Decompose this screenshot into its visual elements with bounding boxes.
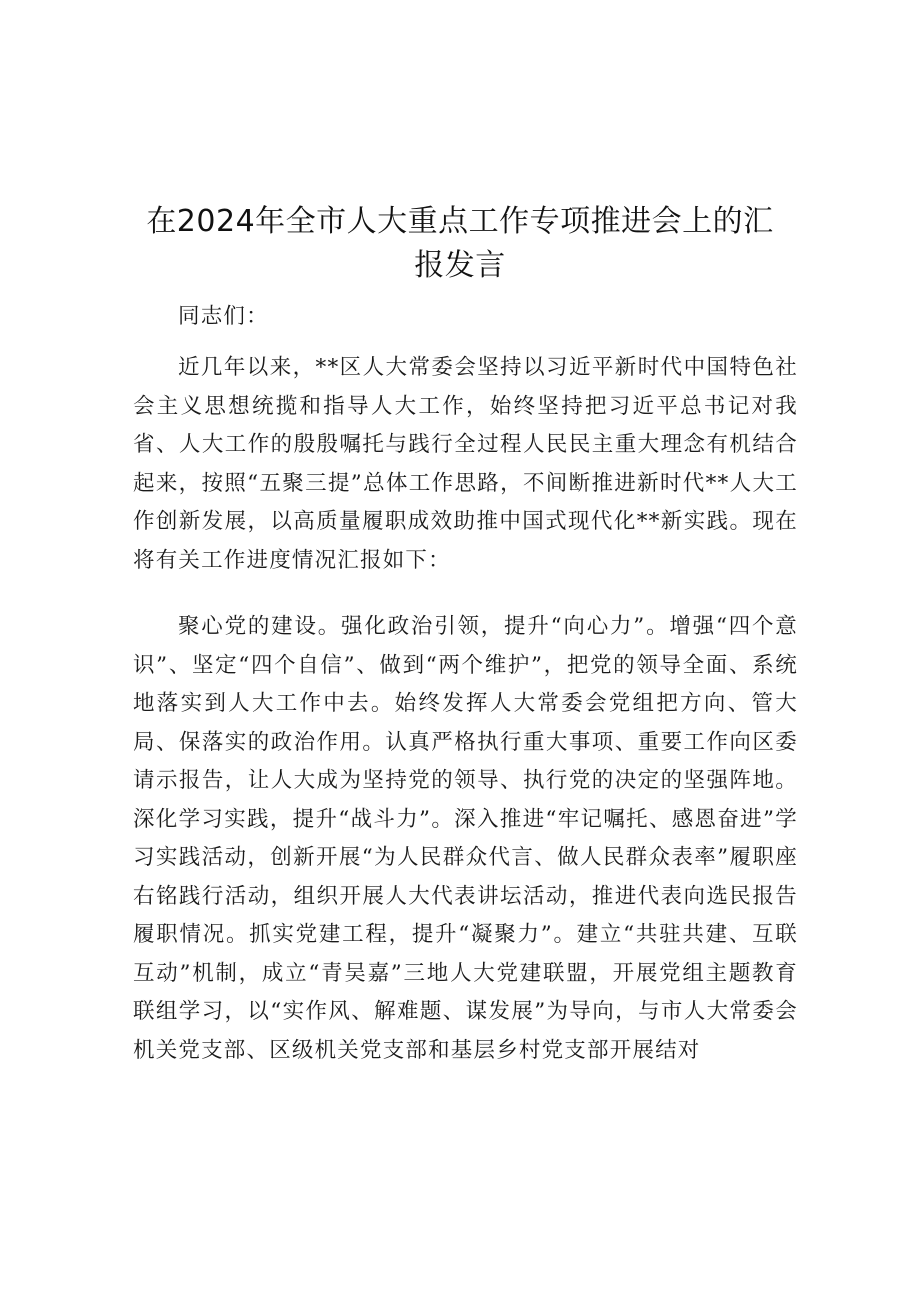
paragraph-intro: 近几年以来，**区人大常委会坚持以习近平新时代中国特色社会主义思想统揽和指导人大工作，始终坚持把习近平总书记对我省、人大工作的殷殷嘱托与践行全过程人民民主重大理念有机结合起来，按照“五聚三提”总体工作思路，不间断推进新时代**人大工作创新发展，以高质量履职成效助推中国式现代化**新实践。现在将有关工作进度情况汇报如下： bbox=[133, 355, 798, 573]
paragraph-party-building: 聚心党的建设。强化政治引领，提升“向心力”。增强“四个意识”、坚定“四个自信”、做到“两个维护”，把党的领导全面、系统地落实到人大工作中去。始终发挥人大常委会党组把方向、管大局、保落实的政治作用。认真严格执行重大事项、重要工作向区委请示报告，让人大成为坚持党的领导、执行党的决定的坚强阵地。深化学习实践，提升“战斗力”。深入推进“牢记嘱托、感恩奋进”学习实践活动，创新开展“为人民群众代言、做人民群众表率”履职座右铭践行活动，组织开展人大代表讲坛活动，推进代表向选民报告履职情况。抓实党建工程，提升“凝聚力”。建立“共驻共建、互联互动”机制，成立“青吴嘉”三地人大党建联盟，开展党组主题教育联组学习，以“实作风、解难题、谋发展”为导向，与市人大常委会机关党支部、区级机关党支部和基层乡村党支部开展结对 bbox=[133, 614, 798, 1063]
salutation: 同志们： bbox=[178, 304, 269, 329]
document-title: 在2024年全市人大重点工作专项推进会上的汇报发言 bbox=[146, 204, 774, 283]
